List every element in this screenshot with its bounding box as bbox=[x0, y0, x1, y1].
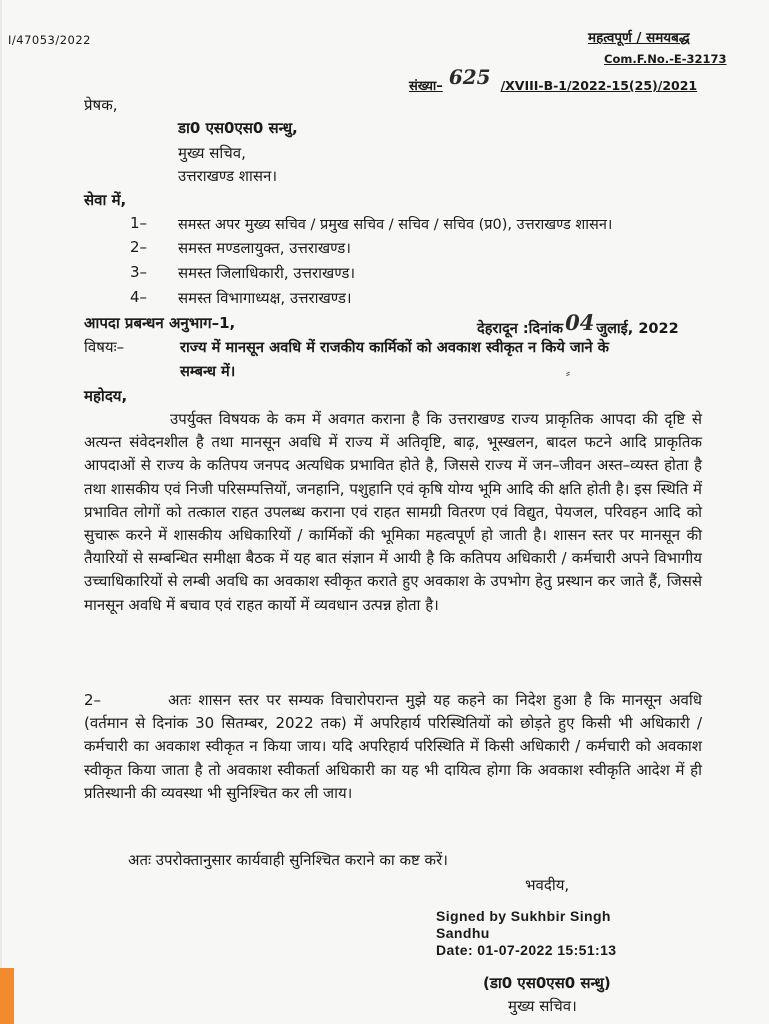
yours-faithfully: भवदीय, bbox=[525, 876, 570, 894]
subject-label: विषयः– bbox=[84, 338, 125, 356]
paragraph-2-number: 2– bbox=[84, 691, 102, 709]
digital-signature-line-1: Signed by Sukhbir Singh bbox=[436, 908, 611, 924]
signatory-designation: मुख्य सचिव। bbox=[508, 997, 577, 1015]
salutation: महोदय, bbox=[84, 387, 128, 405]
place-date-label: देहरादून :दिनांक bbox=[477, 321, 564, 337]
recipient-num-4: 4– bbox=[130, 288, 148, 306]
handwritten-day: 04 bbox=[565, 310, 595, 335]
recipient-item-2: समस्त मण्डलायुक्त, उत्तराखण्ड। bbox=[178, 239, 351, 257]
recipient-num-2: 2– bbox=[130, 238, 148, 256]
digital-signature-line-2: Sandhu bbox=[436, 925, 490, 941]
sender-office: उत्तराखण्ड शासन। bbox=[178, 167, 278, 185]
com-file-number: Com.F.No.-E-32173 bbox=[604, 52, 727, 66]
recipients-label: सेवा में, bbox=[84, 191, 127, 209]
department: आपदा प्रबन्धन अनुभाग–1, bbox=[84, 314, 236, 332]
sender-designation: मुख्य सचिव, bbox=[178, 144, 246, 162]
place-date bbox=[477, 310, 679, 338]
recipient-item-1: समस्त अपर मुख्य सचिव / प्रमुख सचिव / सचिव / सचिव (प्र0), उत्तराखण्ड शासन। bbox=[178, 217, 613, 233]
number-suffix: /XVIII-B-1/2022-15(25)/2021 bbox=[500, 78, 698, 93]
subject-line-2: सम्बन्ध में। bbox=[180, 363, 236, 380]
sender-label: प्रेषक, bbox=[84, 96, 118, 114]
sender-name: डा0 एस0एस0 सन्धु, bbox=[178, 119, 298, 137]
number-label: संख्या– bbox=[409, 79, 443, 94]
scan-corner-tab bbox=[0, 968, 14, 1024]
date-rest: जुलाई, 2022 bbox=[596, 321, 679, 337]
recipient-item-3: समस्त जिलाधिकारी, उत्तराखण्ड। bbox=[178, 264, 356, 282]
scan-edge bbox=[0, 0, 2, 1024]
priority-label: महत्वपूर्ण / समयबद्ध bbox=[588, 30, 690, 46]
recipient-item-4: समस्त विभागाध्यक्ष, उत्तराखण्ड। bbox=[178, 289, 352, 307]
paragraph-1: उपर्युक्त विषयक के कम में अवगत कराना है कि उत्तराखण्ड राज्य प्राकृतिक आपदा की दृष्टि से अत्यन्त संवेदनशील है तथा मानसून अवधि में राज्य में अतिवृष्टि, बाढ़, भूस्खलन, बादल फटने आदि प्राकृतिक आपदाओं से राज्य के कतिपय जनपद अत्यधिक प्रभावित होते है, जिससे राज्य में जन–जीवन अस्त–व्यस्त होता है तथा शासकीय एवं निजी परिसम्पत्तियों, जनहानि, पशुहानि एवं कृषि योग्य भूमि आदि की क्षति होती है। इस स्थिति में प्रभावित लोगों को तत्काल राहत उपलब्ध कराना एवं राहत सामग्री वितरण एवं विद्युत, पेयजल, परिवहन आदि को सुचारू करने में शासकीय अधिकारियों / कार्मिकों की भूमिका महत्वपूर्ण हो जाती है। शासन स्तर पर मानसून की तैयारियों से सम्बन्धित समीक्षा बैठक में यह बात संज्ञान में आयी है कि कतिपय अधिकारी / कर्मचारी अपने विभागीय उच्चाधिकारियों से लम्बी अवधि का अवकाश स्वीकृत कराते हुए अवकाश के उपभोग हेतु प्रस्थान कर जाते हैं, जिससे मानसून अवधि में बचाव एवं राहत कार्यो में व्यवधान उत्पन्न होता है। bbox=[84, 410, 702, 614]
recipient-num-3: 3– bbox=[130, 263, 148, 281]
digital-signature-date: Date: 01-07-2022 15:51:13 bbox=[436, 942, 617, 958]
closing-line: अतः उपरोक्तानुसार कार्यवाही सुनिश्चित कराने का कष्ट करें। bbox=[128, 851, 448, 869]
handwritten-number: 625 bbox=[448, 65, 491, 89]
subject-line-1: राज्य में मानसून अवधि में राजकीय कार्मिकों को अवकाश स्वीकृत न किये जाने के bbox=[180, 339, 609, 356]
letter-number bbox=[409, 65, 698, 95]
signatory-name: (डा0 एस0एस0 सन्धु) bbox=[483, 974, 611, 992]
file-reference: I/47053/2022 bbox=[8, 33, 91, 47]
paragraph-2: अतः शासन स्तर पर सम्यक विचारोपरान्त मुझे यह कहने का निदेश हुआ है कि मानसून अवधि (वर्तमान से दिनांक 30 सितम्बर, 2022 तक) में अपरिहार्य परिस्थितियों को छोड़ते हुए किसी भी अधिकारी / कर्मचारी का अवकाश स्वीकृत न किया जाय। यदि अपरिहार्य परिस्थिति में किसी अधिकारी / कर्मचारी को अवकाश स्वीकृत किया जाता है तो अवकाश स्वीकर्ता अधिकारी का यह भी दायित्व होगा कि अवकाश स्वीकृति आदेश में ही प्रतिस्थानी की व्यवस्था भी सुनिश्चित कर ली जाय। bbox=[84, 691, 702, 802]
ink-mark: ⸗ bbox=[566, 366, 570, 380]
recipient-num-1: 1– bbox=[130, 214, 148, 232]
